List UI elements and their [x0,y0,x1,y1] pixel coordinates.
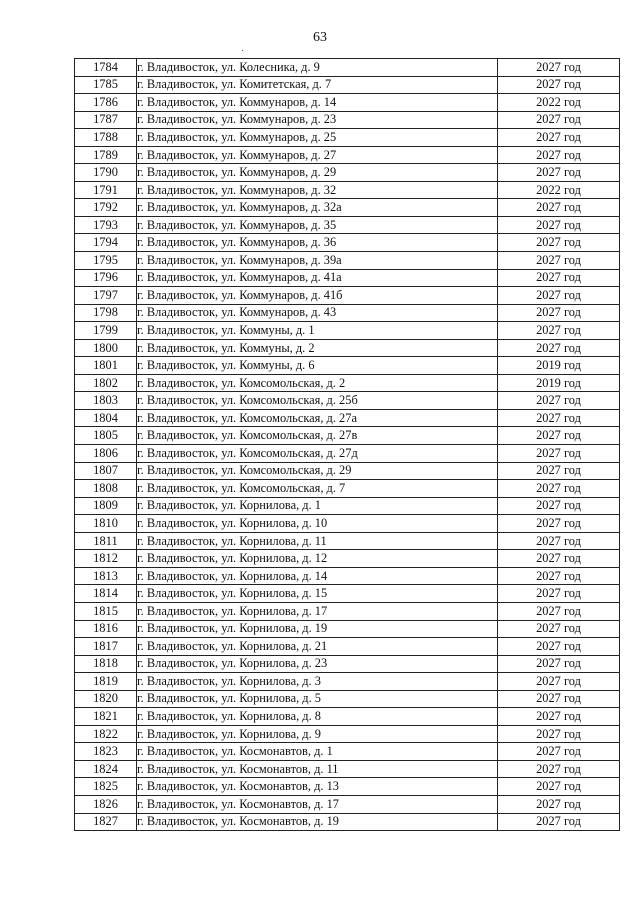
table-row [75,199,620,217]
row-number-cell: 1815 [75,602,137,620]
year-cell: 2027 год [498,59,620,77]
address-cell: г. Владивосток, ул. Коммуны, д. 2 [137,339,498,357]
row-number-cell: 1807 [75,462,137,480]
address-table [74,58,620,831]
table-row [75,339,620,357]
address-cell: г. Владивосток, ул. Корнилова, д. 10 [137,515,498,533]
row-number-cell: 1813 [75,567,137,585]
row-number-cell: 1809 [75,497,137,515]
row-number-cell: 1789 [75,146,137,164]
year-cell: 2027 год [498,655,620,673]
row-number-cell: 1810 [75,515,137,533]
table-row [75,322,620,340]
row-number-cell: 1796 [75,269,137,287]
row-number-cell: 1811 [75,532,137,550]
table-row [75,76,620,94]
year-cell: 2027 год [498,445,620,463]
table-row [75,287,620,305]
address-cell: г. Владивосток, ул. Коммунаров, д. 32 [137,181,498,199]
address-cell: г. Владивосток, ул. Коммунаров, д. 25 [137,129,498,147]
table-row [75,181,620,199]
table-row [75,94,620,112]
year-cell: 2027 год [498,602,620,620]
year-cell: 2027 год [498,234,620,252]
table-row [75,392,620,410]
year-cell: 2027 год [498,111,620,129]
row-number-cell: 1788 [75,129,137,147]
year-cell: 2027 год [498,252,620,270]
row-number-cell: 1799 [75,322,137,340]
address-cell: г. Владивосток, ул. Корнилова, д. 5 [137,690,498,708]
table-row [75,252,620,270]
year-cell: 2027 год [498,725,620,743]
address-cell: г. Владивосток, ул. Комсомольская, д. 7 [137,480,498,498]
address-cell: г. Владивосток, ул. Комсомольская, д. 2 [137,374,498,392]
row-number-cell: 1803 [75,392,137,410]
year-cell: 2027 год [498,129,620,147]
table-row [75,462,620,480]
row-number-cell: 1795 [75,252,137,270]
address-cell: г. Владивосток, ул. Коммунаров, д. 27 [137,146,498,164]
address-cell: г. Владивосток, ул. Коммунаров, д. 29 [137,164,498,182]
row-number-cell: 1826 [75,795,137,813]
table-row [75,708,620,726]
address-cell: г. Владивосток, ул. Комсомольская, д. 29 [137,462,498,480]
row-number-cell: 1793 [75,216,137,234]
table-row [75,216,620,234]
table-row [75,725,620,743]
year-cell: 2027 год [498,585,620,603]
table-row [75,515,620,533]
table-row [75,374,620,392]
table-body [75,59,620,831]
row-number-cell: 1817 [75,638,137,656]
table-row [75,795,620,813]
table-row [75,567,620,585]
page-number: 63 [313,30,327,45]
year-cell: 2027 год [498,216,620,234]
address-cell: г. Владивосток, ул. Комсомольская, д. 27д [137,445,498,463]
year-cell: 2027 год [498,620,620,638]
row-number-cell: 1822 [75,725,137,743]
row-number-cell: 1790 [75,164,137,182]
row-number-cell: 1785 [75,76,137,94]
address-cell: г. Владивосток, ул. Корнилова, д. 8 [137,708,498,726]
address-cell: г. Владивосток, ул. Коммунаров, д. 32а [137,199,498,217]
table-row [75,638,620,656]
row-number-cell: 1821 [75,708,137,726]
address-cell: г. Владивосток, ул. Коммунаров, д. 36 [137,234,498,252]
table-row [75,813,620,831]
year-cell: 2027 год [498,269,620,287]
year-cell: 2027 год [498,795,620,813]
table-row [75,655,620,673]
year-cell: 2027 год [498,76,620,94]
row-number-cell: 1806 [75,445,137,463]
table-row [75,111,620,129]
year-cell: 2022 год [498,94,620,112]
address-cell: г. Владивосток, ул. Корнилова, д. 12 [137,550,498,568]
address-cell: г. Владивосток, ул. Коммунаров, д. 35 [137,216,498,234]
year-cell: 2027 год [498,708,620,726]
year-cell: 2027 год [498,392,620,410]
year-cell: 2027 год [498,304,620,322]
address-cell: г. Владивосток, ул. Корнилова, д. 14 [137,567,498,585]
table-row [75,164,620,182]
row-number-cell: 1786 [75,94,137,112]
table-row [75,743,620,761]
year-cell: 2027 год [498,567,620,585]
year-cell: 2019 год [498,357,620,375]
table-row [75,129,620,147]
row-number-cell: 1816 [75,620,137,638]
year-cell: 2027 год [498,480,620,498]
row-number-cell: 1808 [75,480,137,498]
table-row [75,602,620,620]
row-number-cell: 1819 [75,673,137,691]
table-row [75,427,620,445]
address-cell: г. Владивосток, ул. Корнилова, д. 3 [137,673,498,691]
address-cell: г. Владивосток, ул. Комсомольская, д. 27а [137,409,498,427]
year-cell: 2027 год [498,532,620,550]
row-number-cell: 1814 [75,585,137,603]
row-number-cell: 1823 [75,743,137,761]
address-cell: г. Владивосток, ул. Коммунаров, д. 39а [137,252,498,270]
row-number-cell: 1791 [75,181,137,199]
row-number-cell: 1800 [75,339,137,357]
year-cell: 2027 год [498,638,620,656]
table-row [75,778,620,796]
table-row [75,673,620,691]
address-cell: г. Владивосток, ул. Комсомольская, д. 27в [137,427,498,445]
year-cell: 2027 год [498,760,620,778]
row-number-cell: 1820 [75,690,137,708]
year-cell: 2027 год [498,164,620,182]
year-cell: 2027 год [498,497,620,515]
year-cell: 2027 год [498,339,620,357]
row-number-cell: 1797 [75,287,137,305]
year-cell: 2019 год [498,374,620,392]
row-number-cell: 1827 [75,813,137,831]
table-row [75,304,620,322]
table-row [75,357,620,375]
year-cell: 2027 год [498,409,620,427]
address-cell: г. Владивосток, ул. Комитетская, д. 7 [137,76,498,94]
table-row [75,445,620,463]
address-cell: г. Владивосток, ул. Корнилова, д. 15 [137,585,498,603]
table-row [75,532,620,550]
year-cell: 2027 год [498,427,620,445]
address-cell: г. Владивосток, ул. Корнилова, д. 23 [137,655,498,673]
year-cell: 2027 год [498,199,620,217]
year-cell: 2027 год [498,146,620,164]
table-row [75,480,620,498]
year-cell: 2027 год [498,462,620,480]
year-cell: 2027 год [498,743,620,761]
scan-speck [242,50,243,51]
address-cell: г. Владивосток, ул. Корнилова, д. 11 [137,532,498,550]
address-cell: г. Владивосток, ул. Комсомольская, д. 25б [137,392,498,410]
address-cell: г. Владивосток, ул. Космонавтов, д. 17 [137,795,498,813]
table-row [75,550,620,568]
row-number-cell: 1825 [75,778,137,796]
year-cell: 2027 год [498,673,620,691]
row-number-cell: 1784 [75,59,137,77]
address-cell: г. Владивосток, ул. Коммуны, д. 1 [137,322,498,340]
row-number-cell: 1794 [75,234,137,252]
year-cell: 2027 год [498,550,620,568]
row-number-cell: 1818 [75,655,137,673]
address-cell: г. Владивосток, ул. Корнилова, д. 17 [137,602,498,620]
address-cell: г. Владивосток, ул. Коммуны, д. 6 [137,357,498,375]
table-row [75,409,620,427]
year-cell: 2027 год [498,813,620,831]
row-number-cell: 1812 [75,550,137,568]
table-row [75,690,620,708]
year-cell: 2027 год [498,515,620,533]
address-cell: г. Владивосток, ул. Космонавтов, д. 13 [137,778,498,796]
address-cell: г. Владивосток, ул. Колесника, д. 9 [137,59,498,77]
year-cell: 2027 год [498,778,620,796]
year-cell: 2027 год [498,322,620,340]
row-number-cell: 1805 [75,427,137,445]
year-cell: 2022 год [498,181,620,199]
address-cell: г. Владивосток, ул. Коммунаров, д. 41а [137,269,498,287]
address-cell: г. Владивосток, ул. Космонавтов, д. 19 [137,813,498,831]
address-cell: г. Владивосток, ул. Коммунаров, д. 43 [137,304,498,322]
table-row [75,760,620,778]
address-cell: г. Владивосток, ул. Корнилова, д. 9 [137,725,498,743]
address-cell: г. Владивосток, ул. Коммунаров, д. 14 [137,94,498,112]
row-number-cell: 1798 [75,304,137,322]
year-cell: 2027 год [498,287,620,305]
table-row [75,585,620,603]
row-number-cell: 1801 [75,357,137,375]
year-cell: 2027 год [498,690,620,708]
row-number-cell: 1802 [75,374,137,392]
table-row [75,146,620,164]
address-cell: г. Владивосток, ул. Корнилова, д. 1 [137,497,498,515]
address-cell: г. Владивосток, ул. Корнилова, д. 21 [137,638,498,656]
address-cell: г. Владивосток, ул. Космонавтов, д. 1 [137,743,498,761]
row-number-cell: 1804 [75,409,137,427]
row-number-cell: 1824 [75,760,137,778]
address-cell: г. Владивосток, ул. Корнилова, д. 19 [137,620,498,638]
row-number-cell: 1787 [75,111,137,129]
table-row [75,59,620,77]
table-row [75,497,620,515]
address-cell: г. Владивосток, ул. Коммунаров, д. 41б [137,287,498,305]
table-row [75,269,620,287]
table-row [75,234,620,252]
row-number-cell: 1792 [75,199,137,217]
table-row [75,620,620,638]
address-cell: г. Владивосток, ул. Коммунаров, д. 23 [137,111,498,129]
address-cell: г. Владивосток, ул. Космонавтов, д. 11 [137,760,498,778]
